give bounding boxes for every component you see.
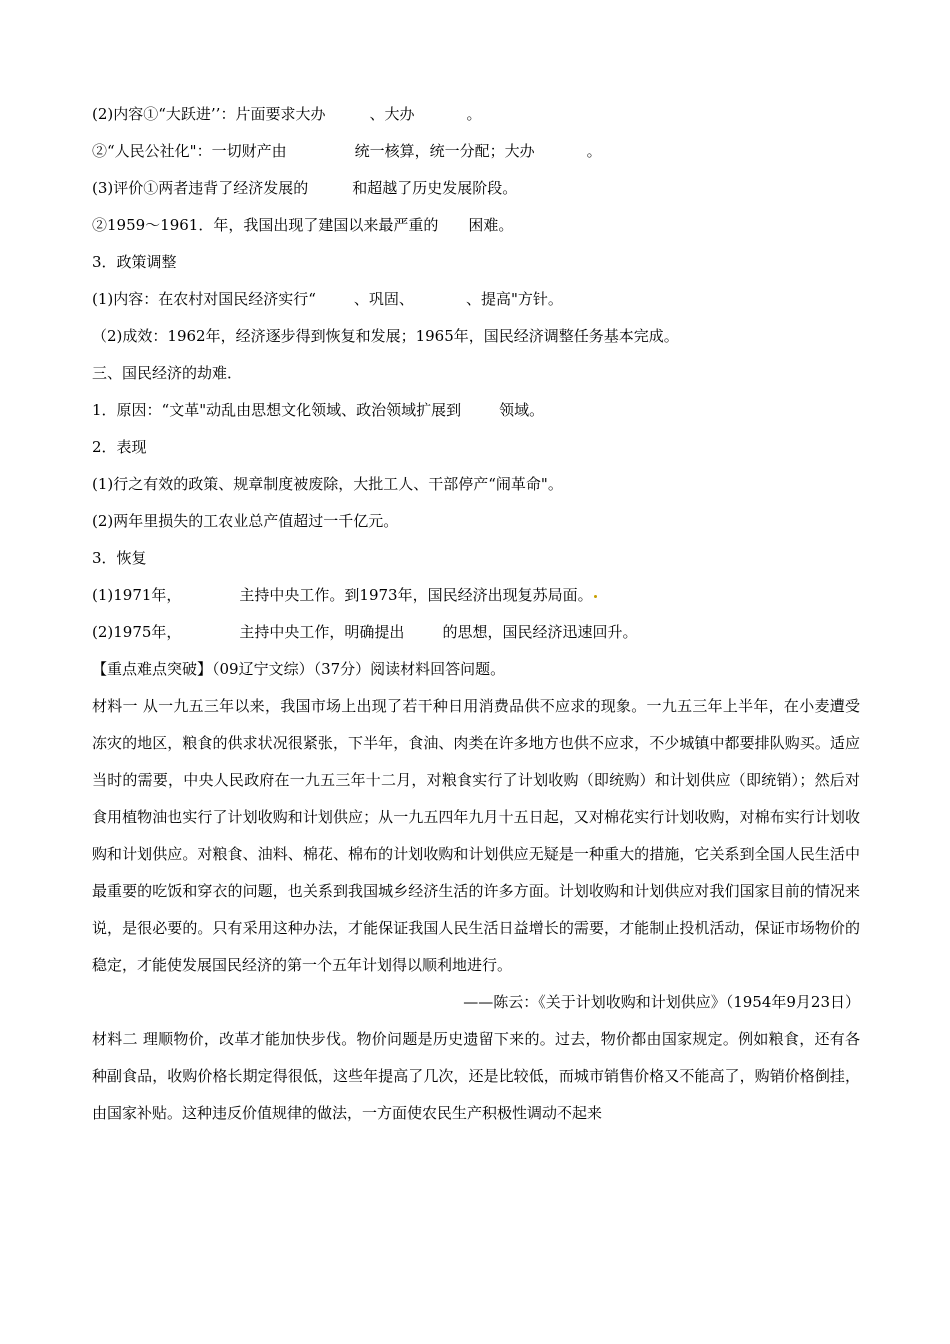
heading-section-3: 三、国民经济的劫难． [92,364,243,382]
line-14 [92,577,860,614]
text: 。 [586,142,602,160]
text: 主持中央工作，明确提出 [239,623,405,641]
heading-recovery: 3．恢复 [92,549,147,567]
text: 、大办 [369,105,415,123]
line-3 [92,170,860,207]
mark-dot [594,595,597,598]
text: 和超越了历史发展阶段。 [352,179,518,197]
line-7: （2)成效：1962年，经济逐步得到恢复和发展；1965年，国民经济调整任务基本完成。 [92,327,679,345]
line-12: (2)两年里损失的工农业总产值超过一千亿元。 [92,512,399,530]
text: 主持中央工作。到1973年，国民经济出现复苏局面。 [239,586,593,604]
text: (2)1975年， [92,623,182,641]
heading-policy-adjust: 3．政策调整 [92,253,177,271]
text: 。 [466,105,482,123]
text: (1)内容：在农村对国民经济实行“ [92,290,316,308]
line-1 [92,96,860,133]
material-1-text: 材料一 从一九五三年以来，我国市场上出现了若干种日用消费品供不应求的现象。一九五三年上半年，在小麦遭受冻灾的地区，粮食的供求状况很紧张，下半年，食油、肉类在许多地方也供不应求，不少城镇中都要排队购买。适应当时的需要，中央人民政府在一九五三年十二月，对粮食实行了计划收购（即统购）和计划供应（即统销）；然后对食用植物油也实行了计划收购和计划供应；从一九五四年九月十五日起，又对棉花实行计划收购，对棉布实行计划收购和计划供应。对粮食、油料、棉花、棉布的计划收购和计划供应无疑是一种重大的措施，它关系到全国人民生活中最重要的吃饭和穿衣的问题，也关系到我国城乡经济生活的许多方面。计划收购和计划供应对我们国家目前的情况来说，是很必要的。只有采用这种办法，才能保证我国人民生活日益增长的需要，才能制止投机活动，保证市场物价的稳定，才能使发展国民经济的第一个五年计划得以顺利地进行。 [92,697,860,974]
line-4 [92,207,860,244]
text: 、提高"方针。 [465,290,563,308]
text: 困难。 [468,216,514,234]
material-1-source: ——陈云：《关于计划收购和计划供应》（1954年9月23日） [463,993,860,1011]
material-1 [92,688,860,1021]
text: ②“人民公社化"：一切财产由 [92,142,287,160]
line-6 [92,281,860,318]
material-2 [92,1021,860,1132]
text: 、巩固、 [353,290,414,308]
heading-manifestation: 2．表现 [92,438,147,456]
document-page [92,96,860,1132]
material-2-text: 材料二 理顺物价，改革才能加快步伐。物价问题是历史遗留下来的。过去，物价都由国家规定。例如粮食，还有各种副食品，收购价格长期定得很低，这些年提高了几次，还是比较低，而城市销售价格又不能高了，购销价格倒挂，由国家补贴。这种违反价值规律的做法，一方面使农民生产积极性调动不起来 [92,1030,860,1122]
text: 领域。 [499,401,545,419]
text: (1)1971年， [92,586,182,604]
line-11: (1)行之有效的政策、规章制度被废除，大批工人、干部停产“闹革命"。 [92,475,563,493]
text: (2)内容①“大跃进’’：片面要求大办 [92,105,326,123]
line-16: 【重点难点突破】（09辽宁文综）（37分）阅读材料回答问题。 [92,660,506,678]
line-2 [92,133,860,170]
text: ②1959～1961．年，我国出现了建国以来最严重的 [92,216,439,234]
line-15 [92,614,860,651]
text: (3)评价①两者违背了经济发展的 [92,179,309,197]
text: 的思想，国民经济迅速回升。 [442,623,638,641]
text: 统一核算，统一分配；大办 [354,142,535,160]
text: 1．原因：“文革"动乱由思想文化领域、政治领域扩展到 [92,401,462,419]
line-9 [92,392,860,429]
